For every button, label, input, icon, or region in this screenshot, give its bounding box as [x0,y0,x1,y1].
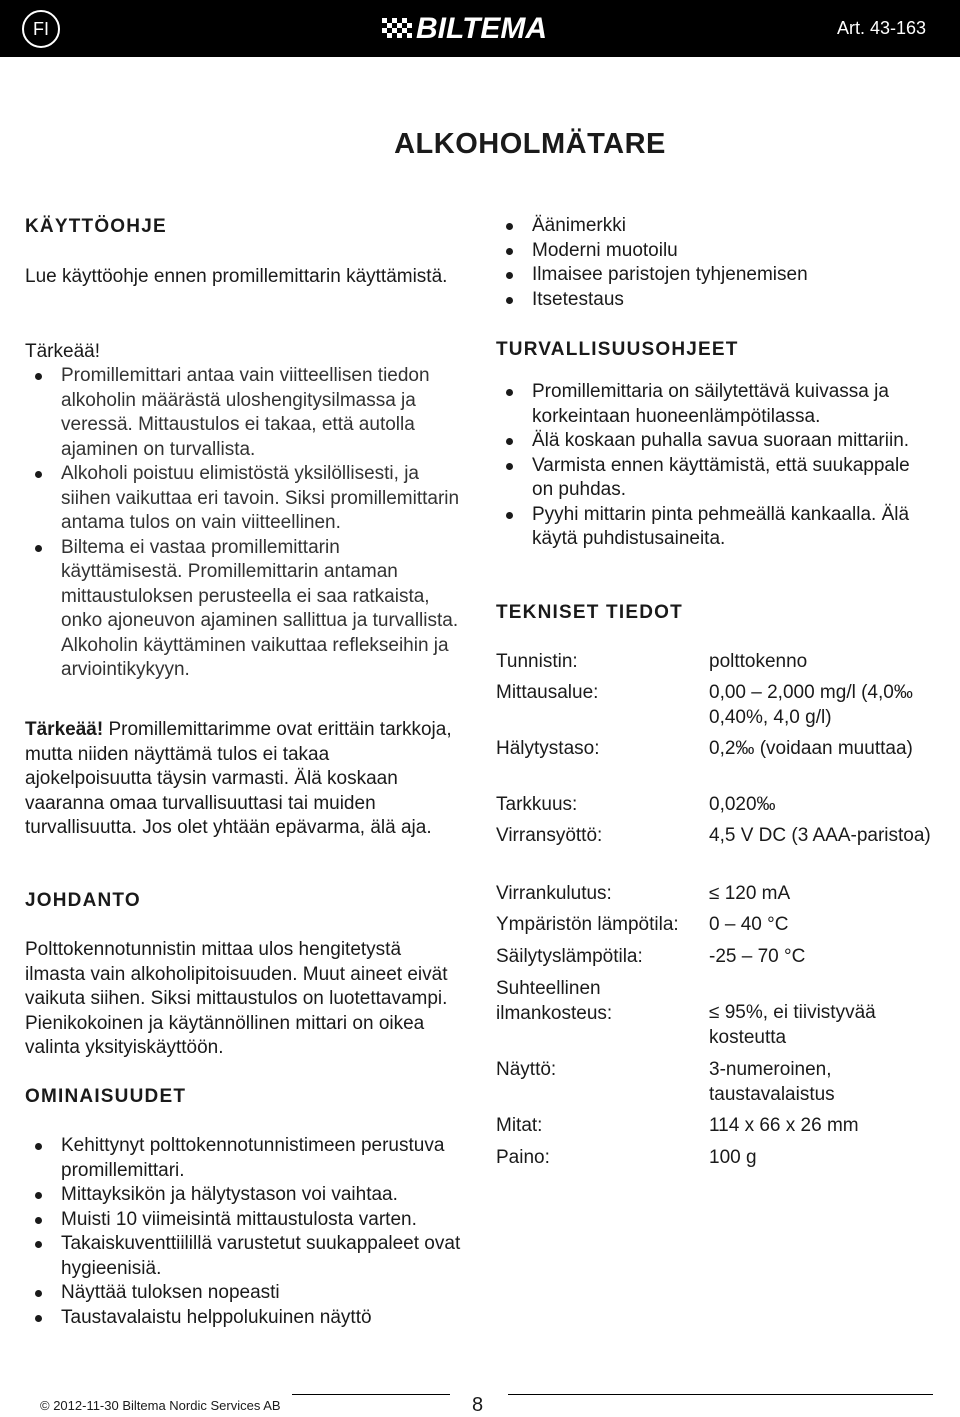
list-item: Mittayksikön ja hälytystason voi vaihtaa. [25,1183,465,1208]
spec-value: 0,020‰ [709,794,776,815]
spec-value: 4,5 V DC (3 AAA-paristoa) [709,825,931,846]
ominaisuudet-heading: OMINAISUUDET [25,1086,187,1107]
johdanto-heading: JOHDANTO [25,890,141,911]
spec-key: Virrankulutus: [496,883,612,904]
important-label-1: Tärkeää! [25,341,100,362]
page-header [0,0,960,57]
list-item: Biltema ei vastaa promillemittarin käyttämisestä. Promillemittarin antaman mittaustuloksen perusteella ei saa ratkaista, onko ajoneuvon ajaminen sallittua ja turvallista. Alkoholin käyttäminen vaikuttaa reflekseihin ja arviointikykyyn. [25,536,465,683]
spec-value: polttokenno [709,651,808,672]
list-item: Moderni muotoilu [496,239,936,264]
johdanto-text: Polttokennotunnistin mittaa ulos hengitetystä ilmasta vain alkoholipitoisuuden. Muut aineet eivät vaikuta siihen. Siksi mittaustulos on luotettavampi. Pienikokoinen ja käytännöllinen mittari on oikea valinta yksityiskäyttöön. [25,939,448,1058]
list-item: Varmista ennen käyttämistä, että suukappale on puhdas. [496,454,936,503]
table-row [496,793,939,824]
list-item: Promillemittari antaa vain viitteellisen tiedon alkoholin määrästä uloshengitysilmassa ja veressä. Mittaustulos ei takaa, että autolla ajaminen on turvallista. [25,364,465,462]
turvallisuus-heading: TURVALLISUUSOHJEET [496,339,739,360]
safety-list [496,380,936,552]
spec-value: 3-numeroinen, taustavalaistus [709,1059,835,1105]
important-bullet-list [25,364,465,683]
table-row [496,650,939,681]
list-item: Promillemittaria on säilytettävä kuivassa ja korkeintaan huoneenlämpötilassa. [496,380,936,429]
important-note-text: Promillemittarimme ovat erittäin tarkkoja, mutta niiden näyttämä tulos ei takaa ajokelpoisuutta täysin varmasti. Älä koskaan vaaranna omaa turvallisuuttasi tai muiden turvallisuutta. Jos olet yhtään epävarma, älä aja. [25,719,452,838]
spec-value: 114 x 66 x 26 mm [709,1115,859,1136]
spec-key: Mitat: [496,1115,543,1136]
table-row [496,1146,939,1177]
table-row [496,913,939,945]
features-list-continued [496,214,936,312]
biltema-logo [382,14,547,44]
table-row [496,1058,939,1114]
spec-key: Näyttö: [496,1059,557,1080]
spec-table [496,650,939,1177]
important-label-2: Tärkeää! [25,719,104,740]
spec-key: Hälytystaso: [496,738,600,759]
spec-key: Paino: [496,1147,550,1168]
spec-key: Ympäristön lämpötila: [496,914,679,935]
footer-divider-left [292,1394,450,1395]
table-row [496,977,939,1058]
list-item: Äänimerkki [496,214,936,239]
table-row [496,737,939,793]
spec-value: 100 g [709,1147,757,1168]
checkered-flag-icon [382,18,412,40]
table-row [496,882,939,913]
spec-value: 0,00 – 2,000 mg/l (4,0‰ 0,40%, 4,0 g/l) [709,682,913,728]
list-item: Ilmaisee paristojen tyhjenemisen [496,263,936,288]
spec-key: Säilytyslämpötila: [496,946,643,967]
language-badge: FI [22,10,60,48]
table-row [496,681,939,737]
list-item: Alkoholi poistuu elimistöstä yksilöllisesti, ja siihen vaikuttaa eri tavoin. Siksi promillemittarin antama tulos on vain viitteellinen. [25,462,465,536]
footer-divider-right [508,1394,933,1395]
table-row [496,1114,939,1146]
article-number: Art. 43-163 [836,18,926,38]
spec-key: Tarkkuus: [496,794,578,815]
spec-key: Suhteellinen ilmankosteus: [496,978,613,1024]
list-item: Näyttää tuloksen nopeasti [25,1281,465,1306]
brand-name: BILTEMA [416,12,548,45]
spec-value: 0,2‰ (voidaan muuttaa) [709,738,913,759]
list-item: Taustavalaistu helppolukuinen näyttö [25,1306,465,1331]
list-item: Takaiskuventtiilillä varustetut suukappaleet ovat hygieenisiä. [25,1232,465,1281]
copyright-text: © 2012-11-30 Biltema Nordic Services AB [40,1398,281,1413]
spec-value: ≤ 120 mA [709,883,791,904]
spec-key: Tunnistin: [496,651,578,672]
table-row [496,824,939,882]
intro-text: Lue käyttöohje ennen promillemittarin käyttämistä. [25,266,448,287]
tekniset-heading: TEKNISET TIEDOT [496,602,683,623]
features-list [25,1134,465,1330]
list-item: Pyyhi mittarin pinta pehmeällä kankaalla. Älä käytä puhdistusaineita. [496,503,936,552]
kayttoohje-heading: KÄYTTÖOHJE [25,216,167,237]
list-item: Muisti 10 viimeisintä mittaustulosta varten. [25,1208,465,1233]
list-item: Älä koskaan puhalla savua suoraan mittariin. [496,429,936,454]
important-note-2 [25,718,455,841]
spec-value: -25 – 70 °C [709,946,806,967]
document-title: ALKOHOLMÄTARE [394,128,666,160]
spec-key: Mittausalue: [496,682,599,703]
spec-value: 0 – 40 °C [709,914,789,935]
page-number: 8 [472,1394,484,1416]
table-row [496,945,939,977]
spec-value: ≤ 95%, ei tiivistyvää kosteutta [709,1002,876,1048]
list-item: Kehittynyt polttokennotunnistimeen perustuva promillemittari. [25,1134,465,1183]
list-item: Itsetestaus [496,288,936,313]
spec-key: Virransyöttö: [496,825,603,846]
